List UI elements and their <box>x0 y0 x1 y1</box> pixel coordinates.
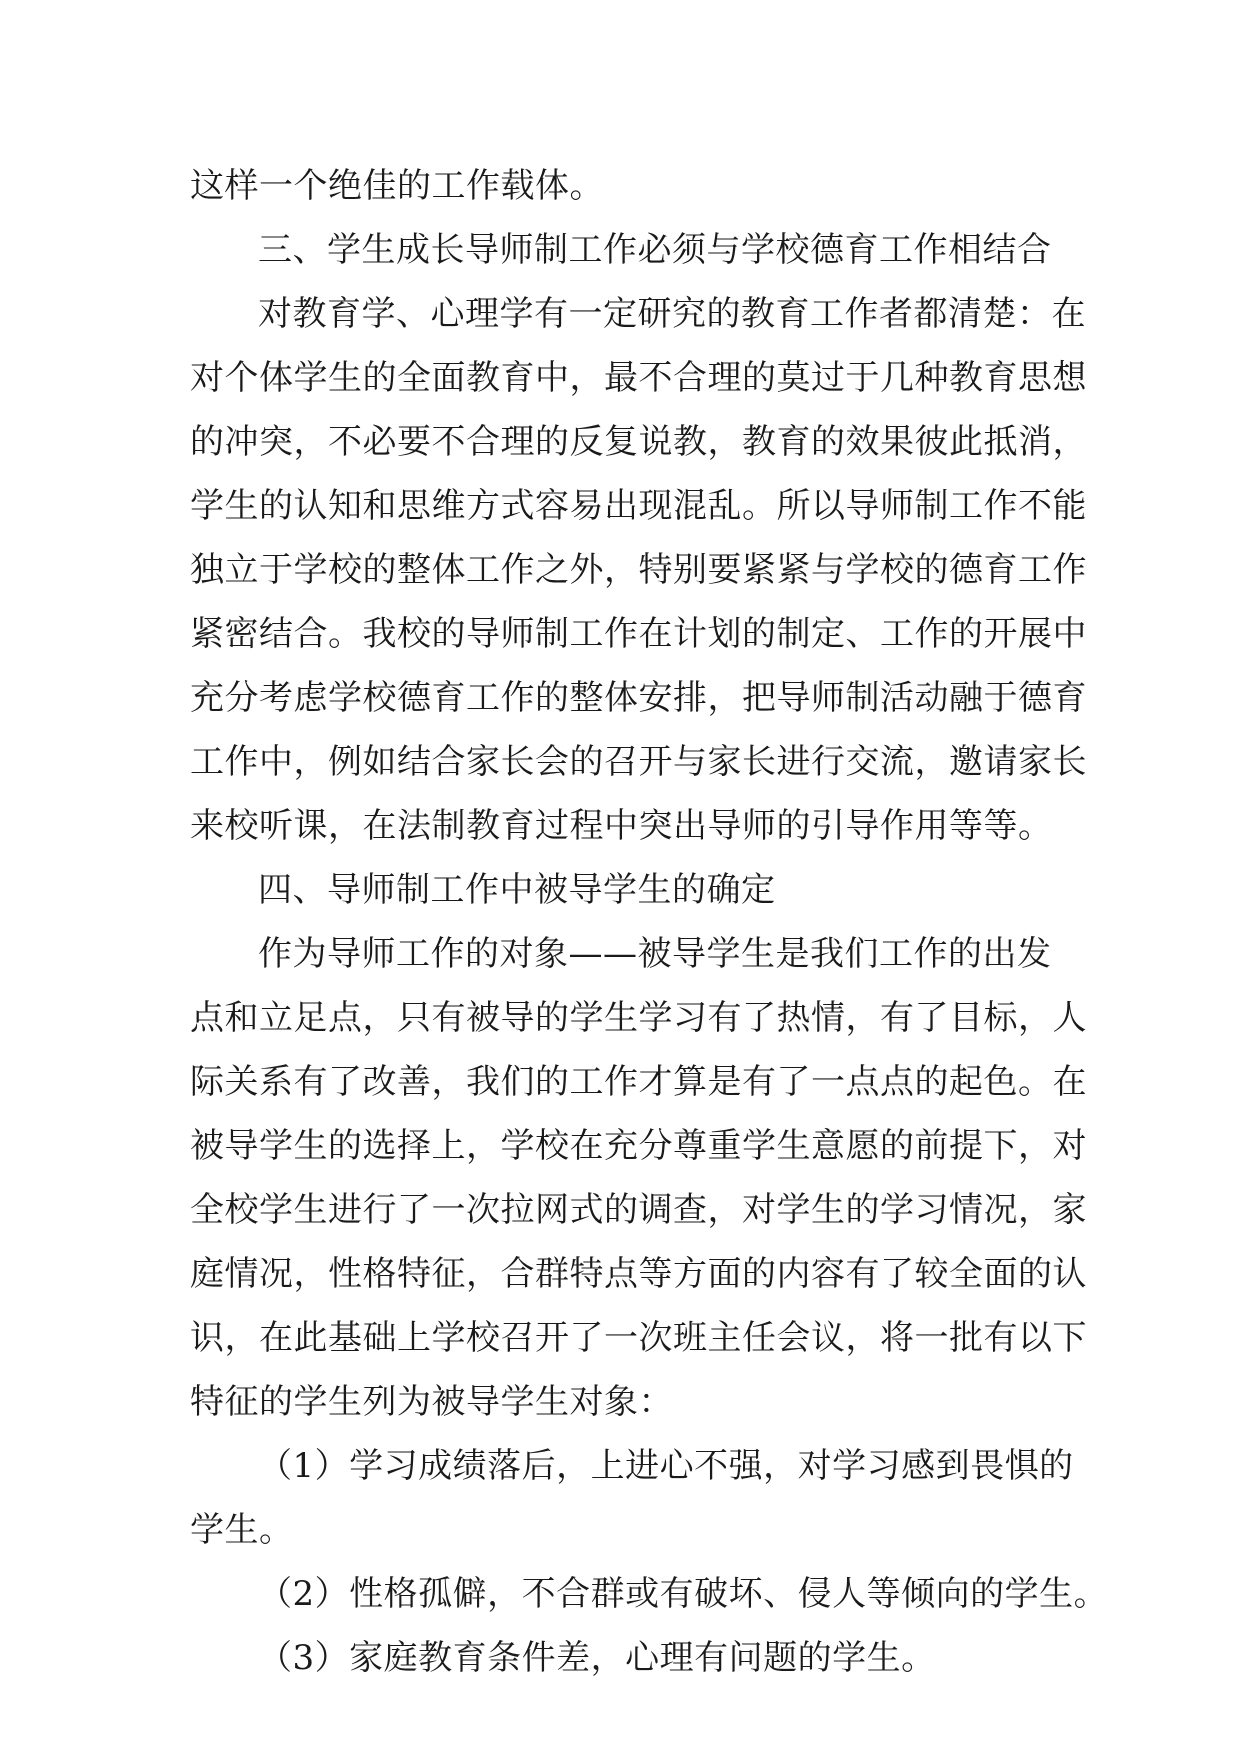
list-item: （3）家庭教育条件差，心理有问题的学生。 <box>258 1638 936 1678</box>
text-line: 被导学生的选择上，学校在充分尊重学生意愿的前提下，对 <box>190 1126 1087 1166</box>
text-line: 对教育学、心理学有一定研究的教育工作者都清楚：在 <box>258 294 1086 334</box>
text-line: 来校听课，在法制教育过程中突出导师的引导作用等等。 <box>190 806 1053 846</box>
text-line: 这样一个绝佳的工作载体。 <box>190 166 604 206</box>
text-line: 识，在此基础上学校召开了一次班主任会议，将一批有以下 <box>190 1318 1087 1358</box>
list-item: （1）学习成绩落后，上进心不强，对学习感到畏惧的 <box>258 1446 1074 1486</box>
text-line: 紧密结合。我校的导师制工作在计划的制定、工作的开展中 <box>190 614 1087 654</box>
text-line: 对个体学生的全面教育中，最不合理的莫过于几种教育思想 <box>190 358 1087 398</box>
text-line: 际关系有了改善，我们的工作才算是有了一点点的起色。在 <box>190 1062 1087 1102</box>
text-line: 工作中，例如结合家长会的召开与家长进行交流，邀请家长 <box>190 742 1087 782</box>
list-item: （2）性格孤僻，不合群或有破坏、侵人等倾向的学生。 <box>258 1574 1109 1614</box>
section-heading: 四、导师制工作中被导学生的确定 <box>258 870 776 910</box>
text-line: 庭情况，性格特征，合群特点等方面的内容有了较全面的认 <box>190 1254 1087 1294</box>
text-line: 的冲突，不必要不合理的反复说教，教育的效果彼此抵消， <box>190 422 1087 462</box>
text-line: 作为导师工作的对象——被导学生是我们工作的出发 <box>258 934 1052 974</box>
text-line: 全校学生进行了一次拉网式的调查，对学生的学习情况，家 <box>190 1190 1087 1230</box>
text-line: 充分考虑学校德育工作的整体安排，把导师制活动融于德育 <box>190 678 1087 718</box>
text-line: 学生的认知和思维方式容易出现混乱。所以导师制工作不能 <box>190 486 1087 526</box>
text-line: 独立于学校的整体工作之外，特别要紧紧与学校的德育工作 <box>190 550 1087 590</box>
section-heading: 三、学生成长导师制工作必须与学校德育工作相结合 <box>258 230 1052 270</box>
text-line: 点和立足点，只有被导的学生学习有了热情，有了目标，人 <box>190 998 1087 1038</box>
text-line: 特征的学生列为被导学生对象： <box>190 1382 673 1422</box>
text-line: 学生。 <box>190 1510 294 1550</box>
